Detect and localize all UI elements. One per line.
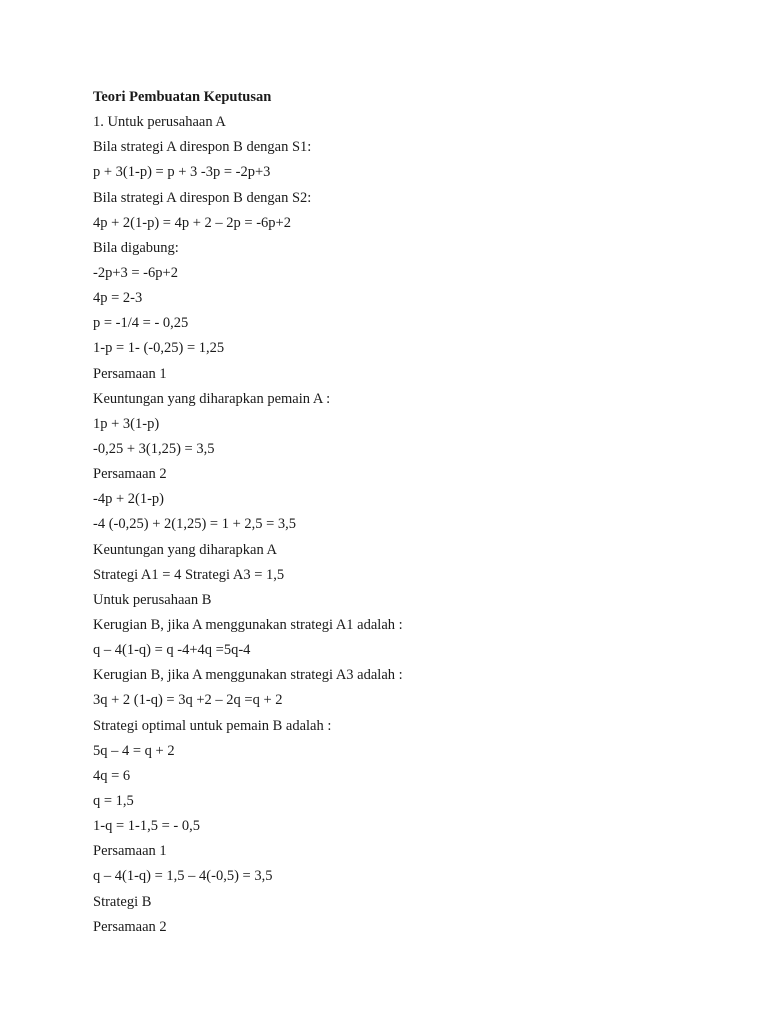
text-line: 1-q = 1-1,5 = - 0,5 xyxy=(93,818,200,835)
text-line: -4 (-0,25) + 2(1,25) = 1 + 2,5 = 3,5 xyxy=(93,516,297,533)
text-line: Strategi optimal untuk pemain B adalah : xyxy=(93,717,332,734)
document-body xyxy=(93,85,693,940)
text-line: -4p + 2(1-p) xyxy=(93,491,164,508)
text-line: q = 1,5 xyxy=(93,792,134,809)
text-line: 4q = 6 xyxy=(93,767,131,784)
text-line: 3q + 2 (1-q) = 3q +2 – 2q =q + 2 xyxy=(93,692,283,709)
text-line: 4p = 2-3 xyxy=(93,290,143,307)
text-line: 1-p = 1- (-0,25) = 1,25 xyxy=(93,340,225,357)
text-line: Kerugian B, jika A menggunakan strategi A1 adalah : xyxy=(93,616,403,633)
text-line: Bila strategi A direspon B dengan S1: xyxy=(93,139,312,156)
text-line: Persamaan 1 xyxy=(93,843,167,860)
text-line: Strategi B xyxy=(93,893,152,910)
text-line: 1. Untuk perusahaan A xyxy=(93,114,226,131)
text-line: Strategi A1 = 4 Strategi A3 = 1,5 xyxy=(93,566,285,583)
text-line: 4p + 2(1-p) = 4p + 2 – 2p = -6p+2 xyxy=(93,214,291,231)
text-line: q – 4(1-q) = 1,5 – 4(-0,5) = 3,5 xyxy=(93,868,273,885)
text-line: -2p+3 = -6p+2 xyxy=(93,264,178,281)
text-line: p + 3(1-p) = p + 3 -3p = -2p+3 xyxy=(93,164,271,181)
text-line: Persamaan 2 xyxy=(93,466,167,483)
text-line: -0,25 + 3(1,25) = 3,5 xyxy=(93,440,215,457)
text-line: Keuntungan yang diharapkan A xyxy=(93,541,278,558)
document-title: Teori Pembuatan Keputusan xyxy=(93,89,272,105)
text-line: Persamaan 2 xyxy=(93,918,167,935)
text-line: Bila digabung: xyxy=(93,239,179,256)
text-line: 1p + 3(1-p) xyxy=(93,415,160,432)
text-line: Keuntungan yang diharapkan pemain A : xyxy=(93,390,331,407)
text-line: p = -1/4 = - 0,25 xyxy=(93,315,189,332)
text-line: Bila strategi A direspon B dengan S2: xyxy=(93,189,312,206)
text-line: q – 4(1-q) = q -4+4q =5q-4 xyxy=(93,642,251,659)
text-line: Kerugian B, jika A menggunakan strategi A3 adalah : xyxy=(93,667,403,684)
text-line: Untuk perusahaan B xyxy=(93,591,212,608)
text-line: Persamaan 1 xyxy=(93,365,167,382)
text-line: 5q – 4 = q + 2 xyxy=(93,742,175,759)
